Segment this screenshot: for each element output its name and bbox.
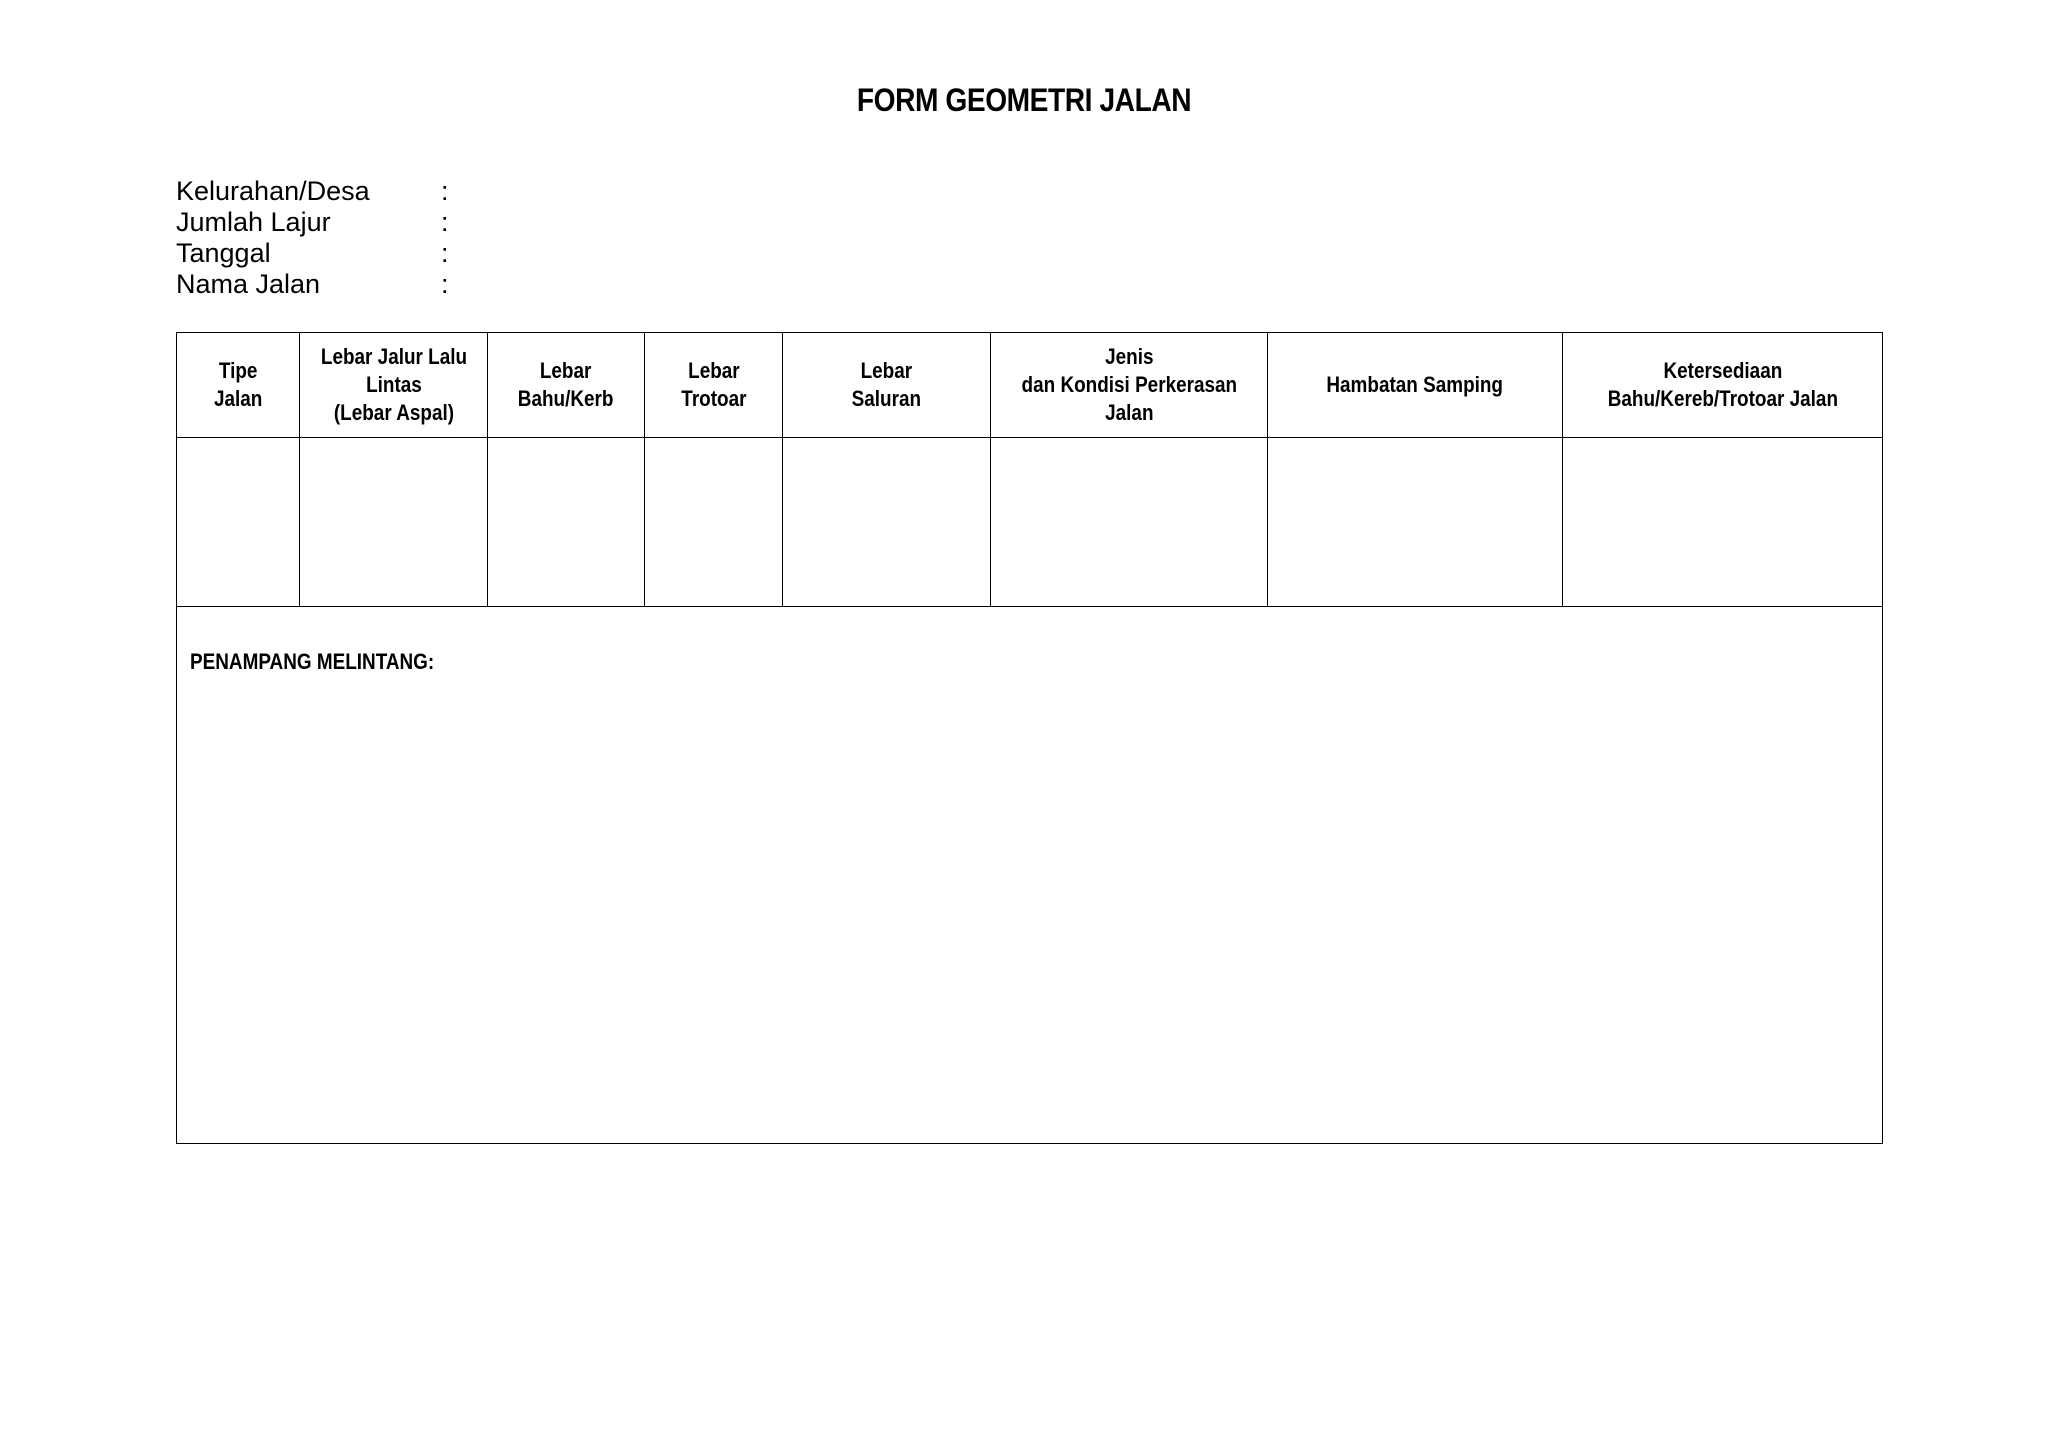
field-jumlah-lajur [176,207,871,238]
field-value-tanggal[interactable] [471,238,871,269]
field-value-jumlah-lajur[interactable] [471,207,871,238]
field-label: Tanggal [176,238,271,268]
field-label: Kelurahan/Desa [176,176,370,206]
penampang-melintang-area[interactable] [177,607,1883,1144]
cell-lebar-bahu-kerb[interactable] [488,438,645,607]
header-fields [176,176,871,300]
cell-jenis-kondisi-perkerasan[interactable] [991,438,1268,607]
field-nama-jalan [176,269,871,300]
cell-lebar-jalur-lalu-lintas[interactable] [300,438,488,607]
cell-tipe-jalan[interactable] [177,438,300,607]
field-colon: : [441,238,449,268]
cell-lebar-trotoar[interactable] [645,438,783,607]
field-colon: : [441,269,449,299]
cell-lebar-saluran[interactable] [783,438,991,607]
table-row [177,438,1883,607]
section-row [177,607,1883,1144]
field-value-nama-jalan[interactable] [471,269,871,300]
header-jenis-kondisi-perkerasan: Jenis dan Kondisi Perkerasan Jalan [991,333,1268,438]
geometry-table [176,332,1883,1144]
header-ketersediaan-bahu: Ketersediaan Bahu/Kereb/Trotoar Jalan [1563,333,1883,438]
header-lebar-saluran: Lebar Saluran [783,333,991,438]
field-colon: : [441,176,449,206]
field-kelurahan-desa [176,176,871,207]
table-header-row [177,333,1883,438]
field-label: Jumlah Lajur [176,207,331,237]
cell-ketersediaan-bahu[interactable] [1563,438,1883,607]
field-tanggal [176,238,871,269]
field-colon: : [441,207,449,237]
header-lebar-bahu-kerb: Lebar Bahu/Kerb [488,333,645,438]
page-title: FORM GEOMETRI JALAN [856,82,1192,118]
header-lebar-trotoar: Lebar Trotoar [645,333,783,438]
field-value-kelurahan-desa[interactable] [471,176,871,207]
header-hambatan-samping: Hambatan Samping [1268,333,1563,438]
header-lebar-jalur-lalu-lintas: Lebar Jalur Lalu Lintas (Lebar Aspal) [300,333,488,438]
field-label: Nama Jalan [176,269,321,299]
section-label: PENAMPANG MELINTANG: [190,649,435,674]
cell-hambatan-samping[interactable] [1268,438,1563,607]
header-tipe-jalan: Tipe Jalan [177,333,300,438]
